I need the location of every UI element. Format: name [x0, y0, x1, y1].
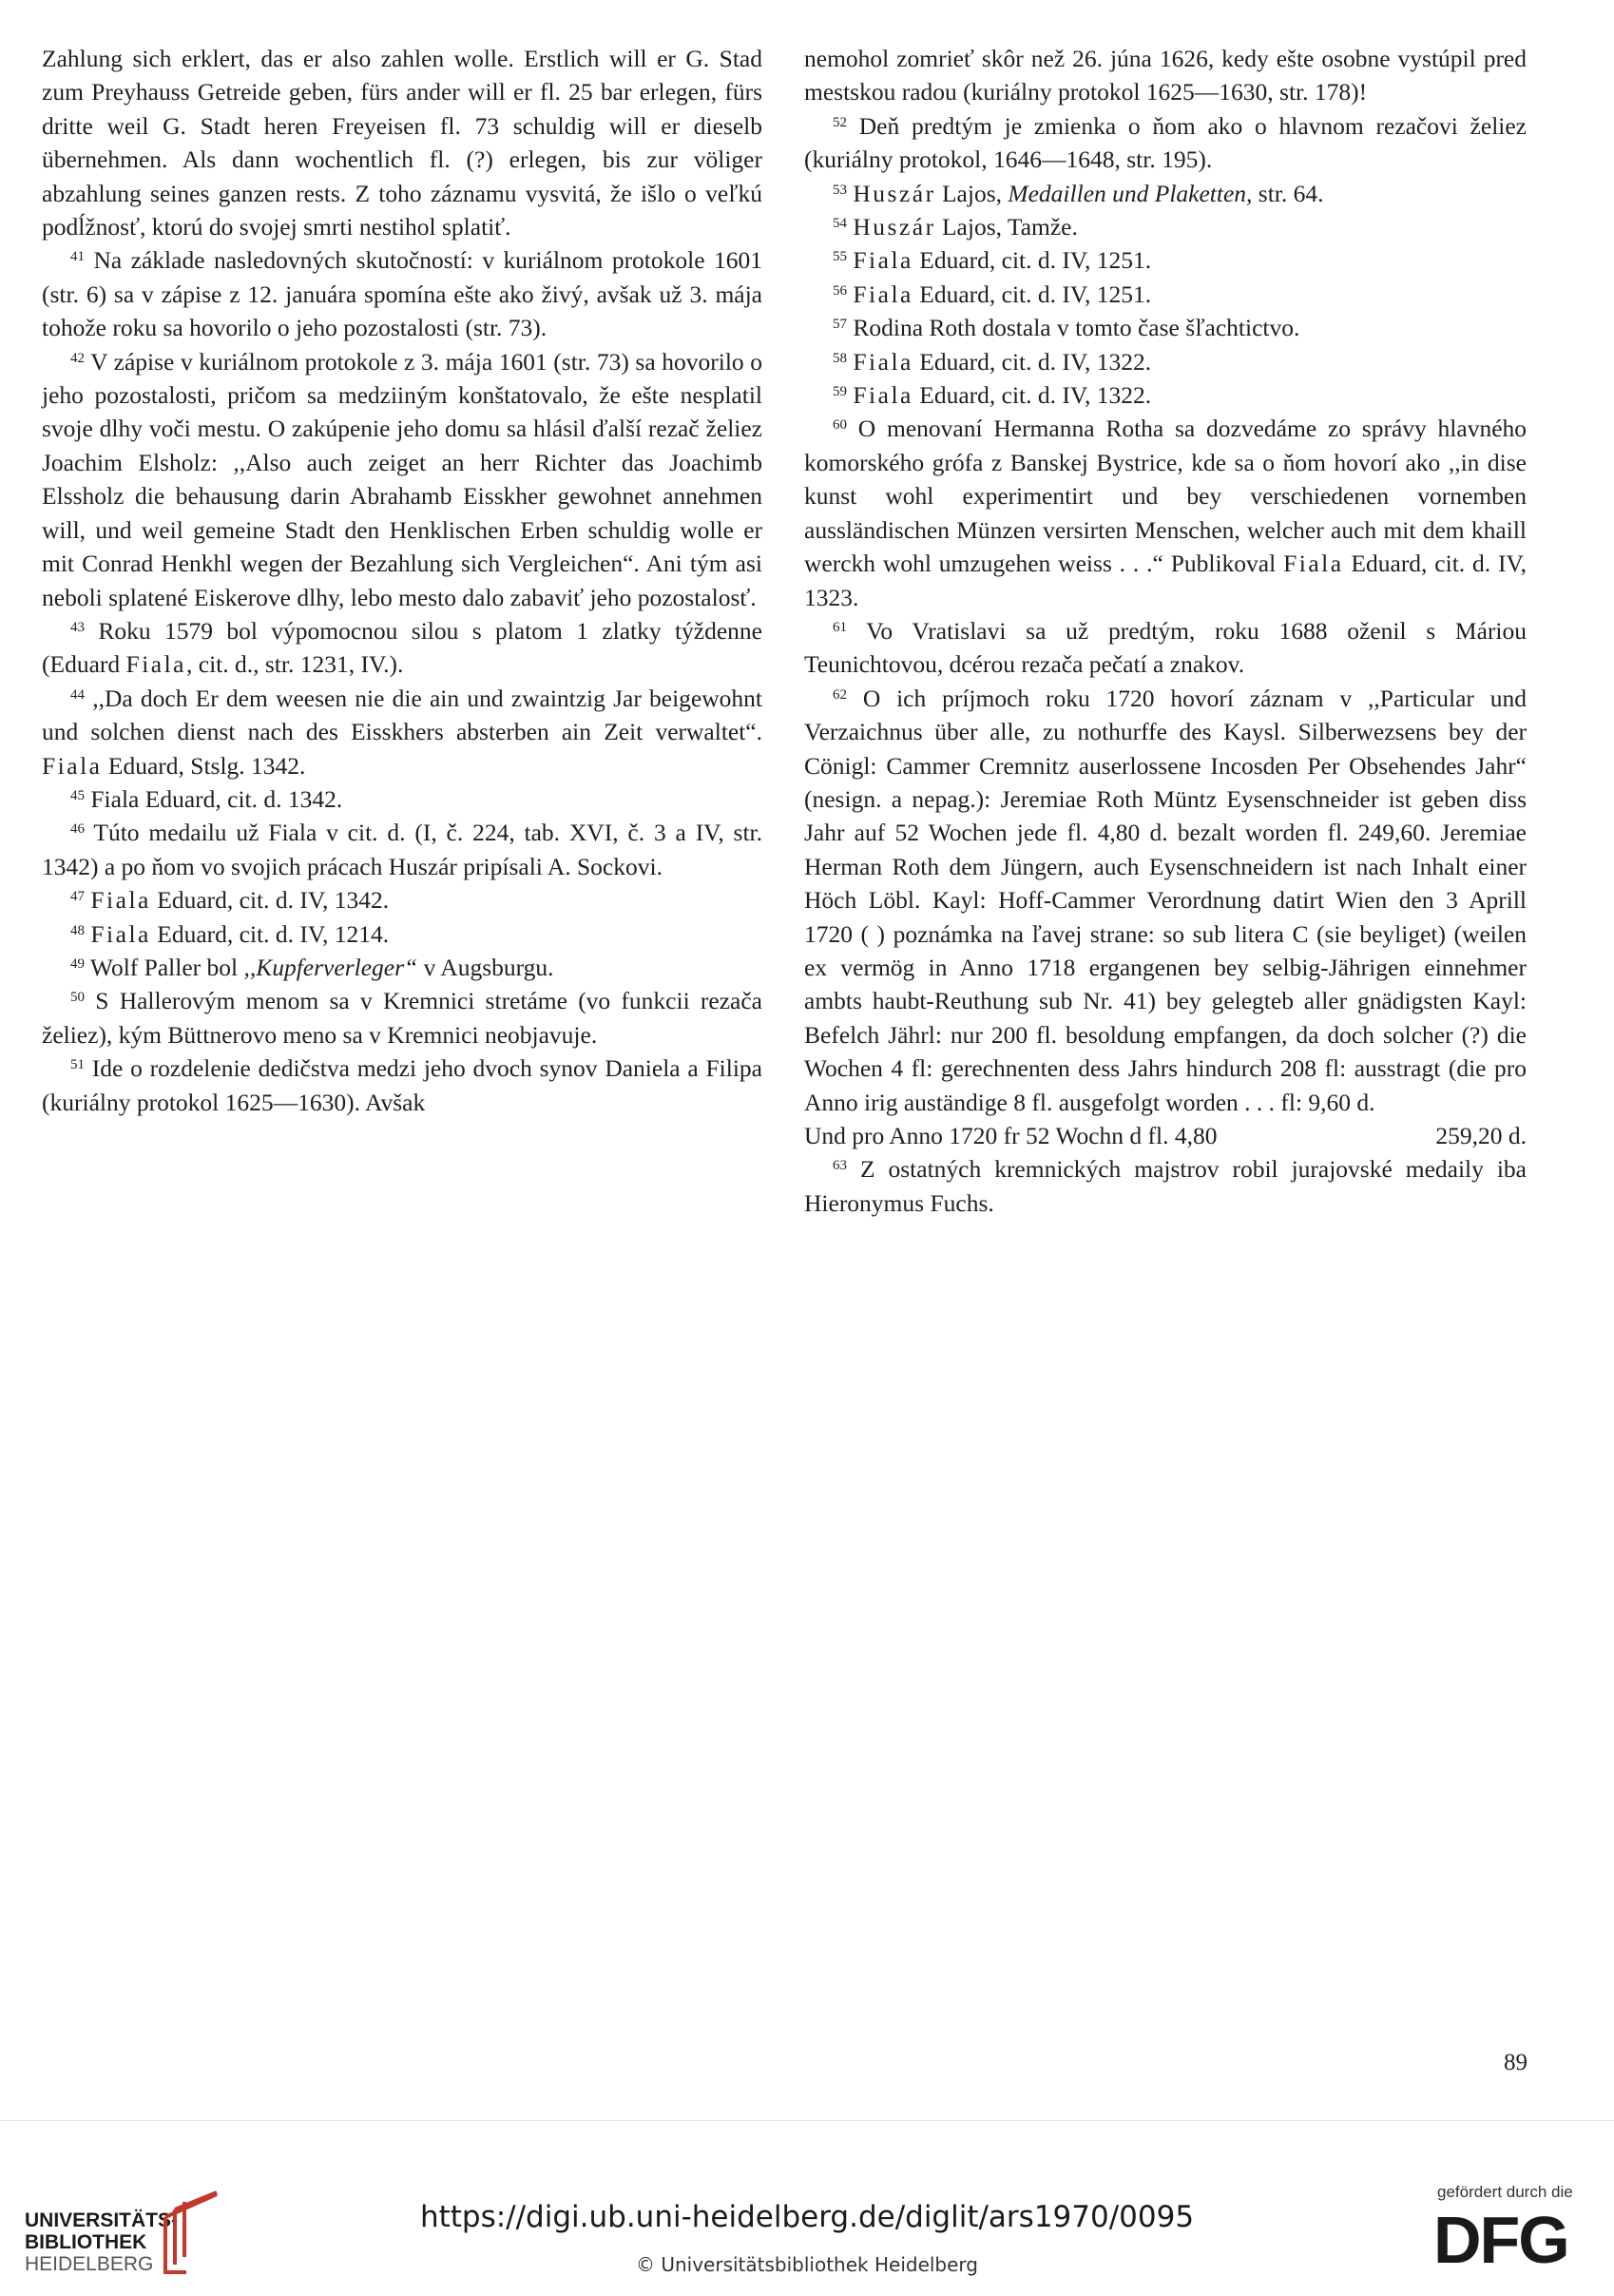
footnote-58 — [804, 345, 1527, 378]
footnote-number: 45 — [70, 787, 85, 803]
footnote-41 — [42, 243, 762, 344]
footnote-text: Rodina Roth dostala v tomto čase šľachtictvo. — [853, 314, 1300, 342]
author-name: Fiala — [853, 246, 913, 275]
author-name: Fiala — [853, 347, 913, 376]
footnote-number: 63 — [833, 1158, 847, 1174]
footnote-54 — [804, 210, 1527, 243]
footnote-number: 50 — [70, 990, 85, 1006]
author-name: Huszár — [853, 179, 936, 207]
footnote-text: Ide o rozdelenie dedičstva medzi jeho dvoch synov Daniela a Filipa (kuriálny protokol 1625—1630). Avšak — [42, 1054, 763, 1116]
footnote-number: 58 — [833, 350, 847, 366]
author-name: Fiala — [42, 751, 103, 780]
author-name: Huszár — [853, 213, 936, 241]
footnote-47 — [42, 883, 762, 916]
footnote-45 — [42, 782, 762, 816]
footnote-number: 47 — [70, 889, 85, 905]
footnote-number: 53 — [833, 182, 847, 198]
footnote-text: Eduard, cit. d. IV, 1251. — [919, 280, 1152, 308]
footnote-57 — [804, 311, 1527, 344]
footnote-56 — [804, 278, 1527, 311]
footnote-text: Z ostatných kremnických majstrov robil jurajovské medaily iba Hieronymus Fuchs. — [804, 1155, 1528, 1217]
footnote-text: Eduard, cit. d. IV, 1342. — [157, 886, 390, 915]
footnote-text: , cit. d., str. 1231, IV.). — [186, 650, 404, 679]
footnote-48 — [42, 917, 762, 951]
footnote-61 — [804, 614, 1527, 682]
footnote-number: 41 — [70, 249, 85, 265]
footnote-text: O menovaní Hermanna Rotha sa dozvedáme zo správy hlavného komorského grófa z Banskej Bystrice, kde sa o ňom hovorí ako ,,in dise kunst wohl experimentirt und bey verschiedenen vornemben aussländischen Münzen versirten Menschen, welcher auch mit dem khaill werckh wohl umzugehen weiss . . .“ Publikoval — [804, 415, 1528, 578]
footnote-60 — [804, 412, 1527, 613]
footnote-number: 43 — [70, 619, 85, 635]
footnote-43 — [42, 614, 762, 682]
italic-title: Medaillen und Plaketten, — [1008, 179, 1253, 207]
funding-label: gefördert durch die — [1437, 2183, 1573, 2201]
footnote-number: 62 — [833, 686, 847, 703]
footnote-number: 52 — [833, 114, 847, 130]
author-name: Fiala — [1283, 550, 1344, 578]
author-name: Fiala — [90, 886, 151, 915]
footnote-text: Eduard, cit. d. IV, 1322. — [919, 347, 1152, 376]
continued-note-text: nemohol zomrieť skôr než 26. júna 1626, kedy ešte osobne vystúpil pred mestskou radou (kuriálny protokol 1625—1630, str. 178)! — [804, 45, 1527, 106]
footnote-62 — [804, 682, 1527, 1119]
footnote-text: Eduard, cit. d. IV, 1323. — [804, 550, 1527, 611]
footnote-number: 61 — [833, 619, 847, 635]
page-number: 89 — [1504, 2050, 1528, 2075]
footnote-text: v Augsburgu. — [423, 953, 554, 981]
footnote-number: 56 — [833, 282, 847, 299]
footnote-text: Vo Vratislavi sa už predtým, roku 1688 oženil s Máriou Teunichtovou, dcérou rezača pečatí a znakov. — [804, 616, 1527, 679]
footnote-42 — [42, 345, 762, 614]
footnote-text: Eduard, Stslg. 1342. — [107, 751, 306, 780]
footnote-49 — [42, 951, 762, 984]
footnote-text: Wolf Paller bol — [89, 953, 239, 981]
copyright-text: © Universitätsbibliothek Heidelberg — [635, 2253, 978, 2276]
footnote-52 — [804, 109, 1527, 177]
footnote-number: 54 — [833, 216, 847, 232]
footnote-text: Roku 1579 bol výpomocnou silou s platom 1 zlatky týždenne (Eduard — [42, 616, 762, 679]
footnote-text: Eduard, cit. d. IV, 1251. — [919, 246, 1152, 275]
footnote-text: O ich príjmoch roku 1720 hovorí záznam v ,,Particular und Verzaichnus über alle, zu nothurffe des Kaysl. Silberwezsens bey der Cönigl: Cammer Cremnitz auserlossene Incosden Per Obsehendes Jahr“ (nesign. a nepag.): Jeremiae Roth Müntz Eysenschneider ist geben diss Jahr auf 52 Wochen jede fl. 4,80 d. bezalt worden fl. 249,60. Jeremiae Herman Roth dem Jüngern, auch Eysenschneidern ist nach Inhalt einer Höch Löbl. Kayl: Hoff-Cammer Verordnung datirt Wien den 3 Aprill 1720 ( ) poznámka na ľavej strane: so sub litera C (sie beyliget) (weilen ex vermög in Anno 1718 ergangenen bey selbig-Jährigen einnehmer ambts haubt-Reuthung sub Nr. 41) bey gelegteb aller gnädigsten Kayl: Befelch Jährl: nur 200 fl. besoldung empfangen, da doch solcher (?) die Wochen 4 fl: gerechnenten dess Jahrs hindurch 208 fl: ausstragt (die pro Anno irig auständige 8 fl. ausgefolgt worden . . . fl: 9,60 d. — [804, 684, 1528, 1116]
footnote-55 — [804, 243, 1527, 277]
footnote-53 — [804, 177, 1527, 210]
author-name: Fiala — [125, 650, 187, 679]
author-name: Fiala — [90, 919, 151, 948]
author-name: Fiala — [853, 280, 913, 308]
footnote-number: 46 — [70, 821, 85, 838]
right-column — [804, 42, 1527, 1220]
logo-line: HEIDELBERG — [25, 2253, 154, 2275]
continued-note-text: Zahlung sich erklert, das er also zahlen wolle. Erstlich will er G. Stad zum Preyhauss Getreide geben, fürs ander will er fl. 25 bar erlegen, fürs dritte weil G. Stadt heren Freyeisen fl. 73 schuldig will er dieselb übernehmen. Als dann wochentlich fl. (?) erlegen, bis zur völiger abzahlung seines ganzen rests. Z toho záznamu vysvitá, že išlo o veľkú podĺžnosť, ktorú do svojej smrti nestihol splatiť. — [42, 45, 762, 241]
italic-term: ,,Kupferverleger“ — [243, 953, 418, 981]
footnote-number: 42 — [70, 350, 85, 366]
footnote-46 — [42, 816, 762, 883]
total-label: Und pro Anno 1720 fr 52 Wochn d fl. 4,80 — [804, 1122, 1218, 1149]
footnote-text: Eduard, cit. d. IV, 1322. — [919, 381, 1152, 410]
footnote-text: Eduard, cit. d. IV, 1214. — [157, 919, 390, 948]
logo-line: UNIVERSITÄTS- — [25, 2209, 179, 2231]
footnote-text: Lajos, Tamže. — [941, 213, 1078, 241]
author-name: Fiala — [853, 381, 913, 410]
total-value: 259,20 d. — [1435, 1122, 1527, 1149]
footnote-text: Túto medailu už Fiala v cit. d. (I, č. 224, tab. XVI, č. 3 a IV, str. 1342) a po ňom vo svojich prácach Huszár pripísali A. Sockovi. — [42, 819, 762, 880]
footnote-number: 57 — [833, 317, 847, 333]
footnote-number: 60 — [833, 417, 847, 434]
footnote-number: 51 — [70, 1057, 85, 1073]
footnote-51 — [42, 1052, 762, 1119]
footnote-number: 44 — [70, 686, 85, 703]
footnote-50 — [42, 984, 762, 1052]
left-column — [42, 42, 762, 1119]
footnote-number: 59 — [833, 384, 847, 400]
logo-line: BIBLIOTHEK — [25, 2231, 147, 2253]
footnote-62-total-line — [804, 1119, 1527, 1152]
dfg-logo[interactable]: DFG — [1433, 2203, 1568, 2277]
footnote-text: V zápise v kuriálnom protokole z 3. mája 1601 (str. 73) sa hovorilo o jeho pozostalosti, pričom sa medziiným konštatovalo, že ešte nesplatil svoje dlhy voči mestu. O zakúpenie jeho domu sa hlásil ďalší rezač želiez Joachim Elsholz: ,,Also auch zeiget an herr Richter das Joachimb Elssholz die behausung darin Abrahamb Eisskher gewohnet annehmen will, und weil gemeine Stadt den Henklischen Erben schuldig wolle er mit Conrad Henkhl wegen der Bezahlung sich Vergleichen“. Ani tým asi neboli splatené Eiskerove dlhy, lebo mesto dalo zabaviť jeho pozostalosť. — [42, 347, 762, 611]
footnote-text: Fiala Eduard, cit. d. 1342. — [90, 784, 343, 813]
footnote-text: ,,Da doch Er dem weesen nie die ain und zwaintzig Jar beigewohnt und solchen dienst nach des Eisskhers absterben ain Zeit verwaltet“. — [42, 684, 762, 746]
footnote-number: 48 — [70, 922, 85, 938]
footnote-text: Na základe nasledovných skutočností: v kuriálnom protokole 1601 (str. 6) sa v zápise z 12. januára spomína ešte ako živý, avšak už 3. mája tohože roku sa hovorilo o jeho pozostalosti (str. 73). — [42, 246, 763, 342]
footnote-63 — [804, 1152, 1527, 1220]
source-url-link[interactable]: https://digi.ub.uni-heidelberg.de/diglit/ars1970/0095 — [419, 2200, 1195, 2234]
footnote-text: Lajos, — [941, 179, 1002, 207]
footnote-59 — [804, 378, 1527, 412]
footnote-text: Deň predtým je zmienka o ňom ako o hlavnom rezačovi želiez (kuriálny protokol, 1646—1648, str. 195). — [804, 111, 1527, 174]
footnote-44 — [42, 682, 762, 782]
footnote-text: S Hallerovým menom sa v Kremnici stretáme (vo funkcii rezača želiez), kým Büttnerovo meno sa v Kremnici neobjavuje. — [42, 987, 763, 1049]
footnote-text: str. 64. — [1258, 179, 1324, 207]
footnote-number: 49 — [70, 955, 85, 972]
footnote-number: 55 — [833, 249, 847, 265]
